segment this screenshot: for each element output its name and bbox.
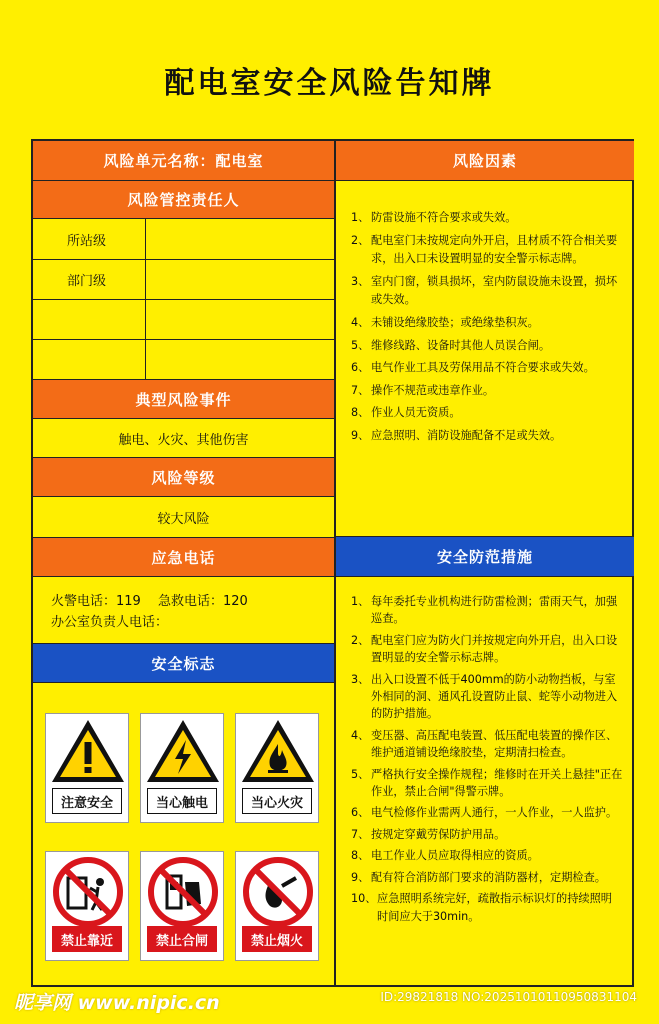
item-number: 5、 [351, 767, 370, 781]
sign-label: 禁止靠近 [52, 926, 122, 952]
item-number: 9、 [351, 870, 370, 884]
factors-header: 风险因素 [336, 141, 634, 181]
item-text: 出入口设置不低于400mm的防小动物挡板，与室外相同的洞、通风孔设置防止鼠、蛇等小动物进入的防护措施。 [371, 672, 618, 721]
item-text: 维修线路、设备时其他人员误合闸。 [371, 338, 551, 352]
responsible-header: 风险管控责任人 [33, 181, 334, 219]
item-text: 配电室门未按规定向外开启，且材质不符合相关要求，出入口未设置明显的安全警示标志牌。 [371, 233, 618, 266]
list-item [351, 427, 623, 446]
no-approach-icon [46, 852, 130, 932]
notice-board [31, 139, 634, 987]
item-number: 4、 [351, 315, 370, 329]
responsible-row-label: 所站级 [67, 233, 107, 249]
item-number: 2、 [351, 233, 370, 247]
factors-list [351, 209, 623, 450]
item-number: 10、 [351, 892, 377, 906]
item-number: 9、 [351, 428, 370, 442]
fire-warning-icon [236, 714, 320, 794]
responsible-row-value[interactable] [146, 219, 334, 259]
item-text: 应急照明、消防设施配备不足或失效。 [371, 428, 562, 442]
item-number: 5、 [351, 338, 370, 352]
sign-no-switch [140, 851, 224, 961]
list-item [351, 671, 623, 723]
list-item [351, 337, 623, 356]
item-text: 电气检修作业需两人通行，一人作业，一人监护。 [371, 806, 618, 820]
list-item [351, 382, 623, 401]
sign-caution [45, 713, 129, 823]
sign-fire [235, 713, 319, 823]
exclamation-warning-icon [46, 714, 130, 794]
sign-header: 安全标志 [33, 643, 334, 683]
sign-label: 禁止合闸 [147, 926, 217, 952]
measures-header: 安全防范措施 [336, 537, 634, 577]
item-text: 按规定穿戴劳保防护用品。 [371, 827, 506, 841]
phone-line-2: 办公室负责人电话： [51, 614, 169, 630]
unit-name-header: 风险单元名称：配电室 [33, 141, 334, 181]
item-text: 电气作业工具及劳保用品不符合要求或失效。 [371, 361, 595, 375]
item-text: 严格执行安全操作规程；维修时在开关上悬挂"正在作业，禁止合闸"得警示牌。 [371, 767, 623, 799]
responsible-row-label: 部门级 [67, 273, 107, 289]
item-number: 3、 [351, 672, 370, 686]
page-title: 配电室安全风险告知牌 [164, 66, 495, 101]
item-number: 1、 [351, 211, 370, 224]
sign-label: 注意安全 [52, 788, 122, 814]
event-text: 触电、火灾、其他伤害 [118, 432, 249, 448]
list-item [351, 404, 623, 423]
item-text: 配电室门应为防火门并按规定向外开启，出入口设置明显的安全警示标志牌。 [371, 633, 618, 665]
list-item [351, 727, 623, 762]
list-item [351, 890, 623, 925]
item-number: 7、 [351, 827, 370, 841]
sign-no-fire [235, 851, 319, 961]
item-text: 未铺设绝缘胶垫；或绝缘垫积灰。 [371, 315, 539, 329]
phone-header: 应急电话 [33, 537, 334, 577]
list-item [351, 804, 623, 821]
list-item [351, 209, 623, 228]
item-number: 4、 [351, 728, 370, 742]
sign-no-approach [45, 851, 129, 961]
item-number: 8、 [351, 849, 370, 863]
item-number: 1、 [351, 595, 370, 608]
event-header: 典型风险事件 [33, 379, 334, 419]
responsible-row-value[interactable] [146, 259, 334, 299]
list-item [351, 632, 623, 667]
item-number: 6、 [351, 361, 370, 375]
no-fire-icon [236, 852, 320, 932]
item-text: 每年委托专业机构进行防雷检测；雷雨天气，加强巡查。 [371, 595, 618, 626]
item-number: 7、 [351, 383, 370, 397]
list-item [351, 593, 623, 628]
list-item [351, 847, 623, 864]
watermark-right: ID:29821818 NO:20251010110950831104 [380, 990, 637, 1004]
no-switch-on-icon [141, 852, 225, 932]
watermark-left: 昵享网 www.nipic.cn [14, 992, 220, 1014]
list-item [351, 273, 623, 310]
item-text: 作业人员无资质。 [371, 406, 461, 420]
phone-line-1: 火警电话：119 急救电话：120 [51, 593, 248, 609]
level-header: 风险等级 [33, 457, 334, 497]
list-item [351, 869, 623, 886]
item-number: 6、 [351, 806, 370, 820]
sign-electric [140, 713, 224, 823]
item-number: 2、 [351, 633, 370, 647]
item-text: 防雷设施不符合要求或失效。 [371, 211, 517, 224]
item-text: 室内门窗，锁具损坏，室内防鼠设施未设置，损坏或失效。 [371, 274, 618, 307]
list-item [351, 359, 623, 378]
list-item [351, 766, 623, 801]
measures-list [351, 593, 623, 929]
item-text: 配有符合消防部门要求的消防器材，定期检查。 [371, 870, 606, 884]
list-item [351, 826, 623, 843]
list-item [351, 314, 623, 333]
sign-label: 当心触电 [147, 788, 217, 814]
item-number: 3、 [351, 274, 370, 288]
level-text: 较大风险 [157, 511, 210, 527]
item-text: 操作不规范或违章作业。 [371, 383, 495, 397]
item-text: 应急照明系统完好，疏散指示标识灯的持续照明时间应大于30min。 [377, 892, 612, 923]
item-number: 8、 [351, 406, 370, 420]
lightning-warning-icon [141, 714, 225, 794]
list-item [351, 232, 623, 269]
item-text: 变压器、高压配电装置、低压配电装置的操作区、维护通道铺设绝缘胶垫，定期清扫检查。 [371, 728, 618, 760]
item-text: 电工作业人员应取得相应的资质。 [371, 849, 539, 863]
sign-label: 禁止烟火 [242, 926, 312, 952]
sign-label: 当心火灾 [242, 788, 312, 814]
